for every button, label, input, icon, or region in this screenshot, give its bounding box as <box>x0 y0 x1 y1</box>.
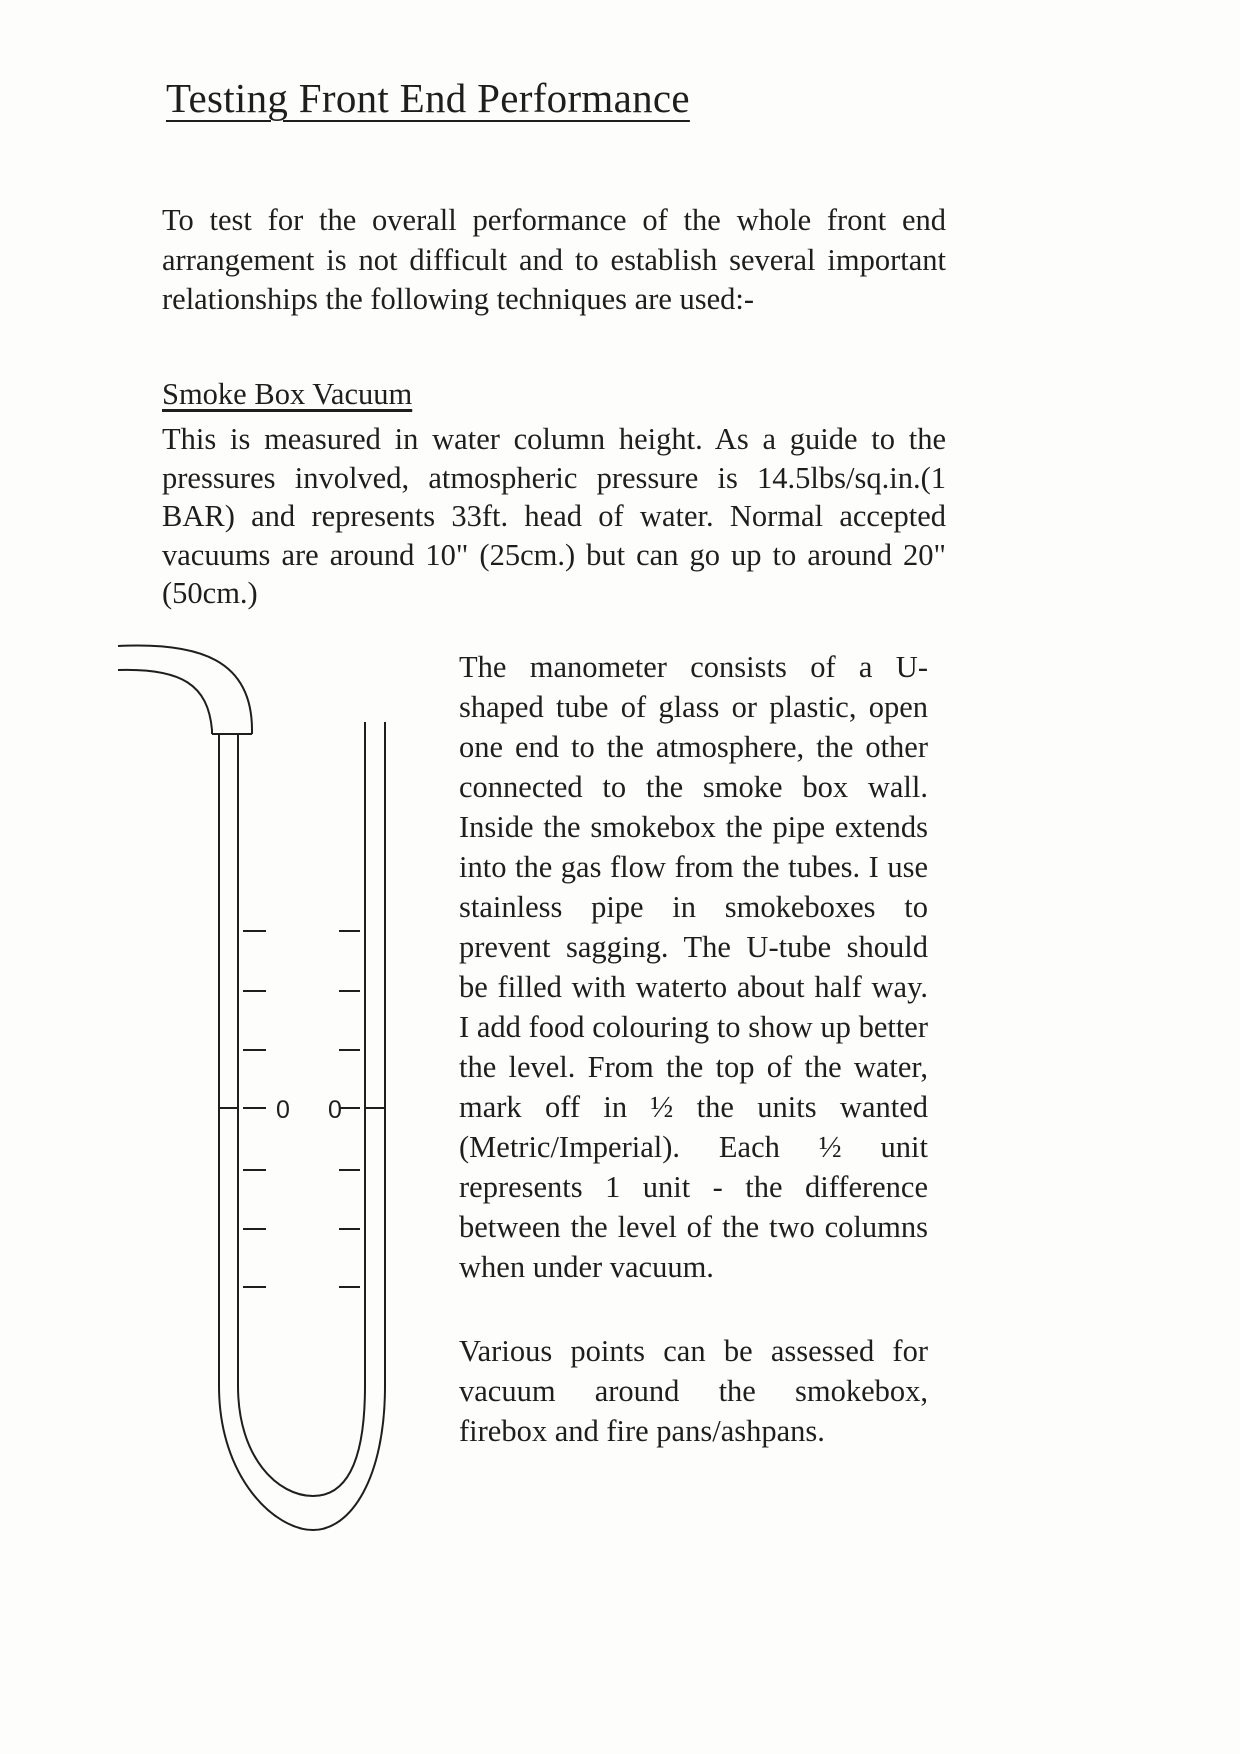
section-heading: Smoke Box Vacuum <box>162 377 413 411</box>
u-tube-illustration <box>100 630 420 1560</box>
intro-paragraph: To test for the overall performance of the whole front end arrangement is not difficult and to establish several important relationships the following techniques are used:- <box>162 203 946 316</box>
connecting-hose-outer <box>118 645 252 734</box>
connecting-hose-inner <box>118 670 212 734</box>
section-body: This is measured in water column height. As a guide to the pressures involved, atmospheric pressure is 14.5lbs/sq.in.(1 BAR) and represents 33ft. head of water. Normal accepted vacuums are around 10" (25cm.) but can go up to around 20"(50cm.) <box>162 422 946 610</box>
manometer-description: The manometer consists of a U-shaped tube of glass or plastic, open one end to the atmosphere, the other connected to the smoke box wall. Inside the smokebox the pipe extends into the gas flow from the tubes. I use stainless pipe in smokeboxes to prevent sagging. The U-tube should be filled with waterto about half way. I add food colouring to show up better the level. From the top of the water, mark off in ½ the units wanted (Metric/Imperial). Each ½ unit represents 1 unit - the difference between the level of the two columns when under vacuum. <box>459 650 928 1284</box>
right-zero-label: 0 <box>328 1096 342 1124</box>
assessment-points-note: Various points can be assessed for vacuum around the smokebox, firebox and fire pans/ashpans. <box>459 1334 928 1448</box>
u-tube-outer-wall <box>219 722 385 1530</box>
manometer-diagram <box>100 630 420 1560</box>
page-title: Testing Front End Performance <box>166 75 690 121</box>
left-zero-label: 0 <box>276 1096 290 1124</box>
